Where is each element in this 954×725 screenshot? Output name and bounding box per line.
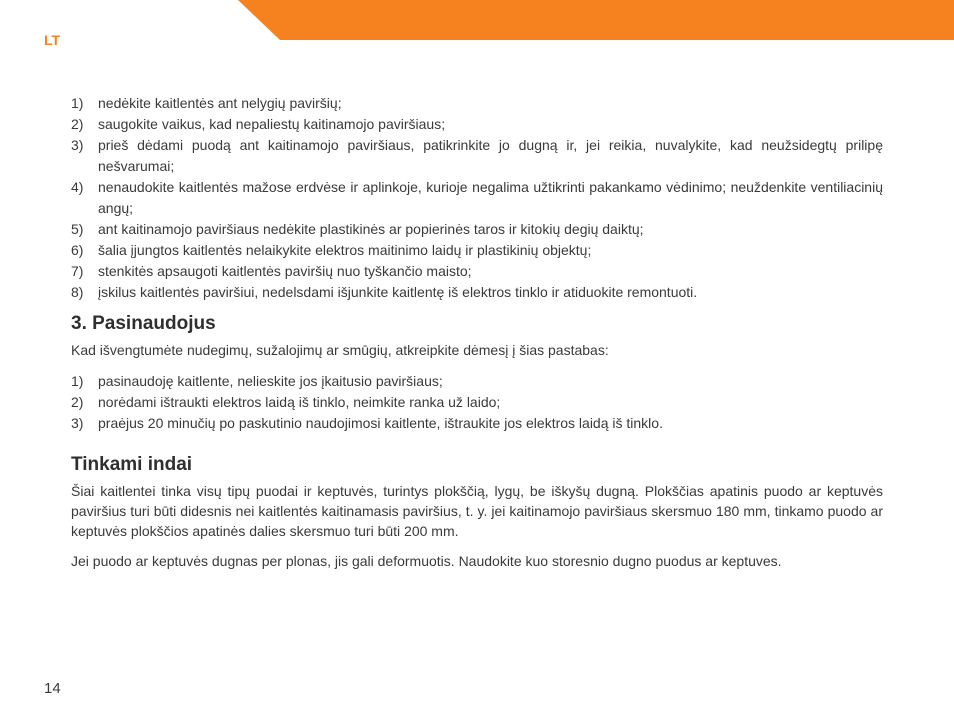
list-item-text: saugokite vaikus, kad nepaliestų kaitinamojo paviršiaus; xyxy=(98,116,446,132)
section-intro-text: Kad išvengtumėte nudegimų, sužalojimų ar smūgių, atkreipkite dėmesį į šias pastabas: xyxy=(71,342,609,358)
document-body xyxy=(71,93,883,571)
list-item xyxy=(71,261,883,282)
list-item xyxy=(71,240,883,261)
list-item-text: nenaudokite kaitlentės mažose erdvėse ir aplinkoje, kurioje negalima užtikrinti pakankamo vėdinimo; neuždenkite ventiliacinių angų; xyxy=(98,179,883,216)
list-item xyxy=(71,282,883,303)
cookware-paragraph: Šiai kaitlentei tinka visų tipų puodai ir keptuvės, turintys plokščią, lygų, be iškyšų dugną. Plokščias apatinis puodo ar keptuvės paviršius turi būti didesnis nei kaitlentės kaitinamasis paviršius, t. y. jei kaitinamojo paviršiaus skersmuo 180 mm, tinkamo puodo ar keptuvės plokščios apatinės dalies skersmuo turi būti 200 mm. xyxy=(71,483,883,539)
safety-rules-list xyxy=(71,93,883,303)
list-item xyxy=(71,371,883,392)
list-item-text: šalia įjungtos kaitlentės nelaikykite elektros maitinimo laidų ir plastikinių objektų; xyxy=(98,242,592,258)
list-item-number: 2) xyxy=(71,116,84,132)
list-item-text: norėdami ištraukti elektros laidą iš tinklo, neimkite ranka už laido; xyxy=(98,394,501,410)
header-banner xyxy=(0,0,954,42)
list-item-text: stenkitės apsaugoti kaitlentės paviršių nuo tyškančio maisto; xyxy=(98,263,472,279)
list-item-number: 4) xyxy=(71,179,84,195)
list-item xyxy=(71,219,883,240)
list-item-number: 1) xyxy=(71,95,84,111)
page-number: 14 xyxy=(44,680,61,697)
orange-banner-shape xyxy=(238,0,954,40)
list-item-number: 3) xyxy=(71,415,84,431)
list-item-text: pasinaudoję kaitlente, nelieskite jos įkaitusio paviršiaus; xyxy=(98,373,443,389)
list-item xyxy=(71,177,883,219)
list-item-number: 3) xyxy=(71,137,84,153)
list-item-text: prieš dėdami puodą ant kaitinamojo paviršiaus, patikrinkite jo dugną ir, jei reikia, nuvalykite, kad neužsidegtų prilipę nešvarumai; xyxy=(98,137,883,174)
list-item-number: 1) xyxy=(71,373,84,389)
list-item-number: 7) xyxy=(71,263,84,279)
list-item-number: 5) xyxy=(71,221,84,237)
list-item-text: praėjus 20 minučių po paskutinio naudojimosi kaitlente, ištraukite jos elektros laidą iš tinklo. xyxy=(98,415,663,431)
list-item xyxy=(71,392,883,413)
after-use-rules-list xyxy=(71,371,883,434)
list-item-text: nedėkite kaitlentės ant nelygių paviršių; xyxy=(98,95,342,111)
section-heading-after-use: 3. Pasinaudojus xyxy=(71,313,216,334)
list-item-text: ant kaitinamojo paviršiaus nedėkite plastikinės ar popierinės taros ir kitokių degių daiktų; xyxy=(98,221,644,237)
list-item xyxy=(71,413,883,434)
list-item-number: 2) xyxy=(71,394,84,410)
list-item xyxy=(71,114,883,135)
list-item-number: 8) xyxy=(71,284,84,300)
list-item xyxy=(71,135,883,177)
list-item xyxy=(71,93,883,114)
language-label: LT xyxy=(44,32,61,48)
list-item-number: 6) xyxy=(71,242,84,258)
cookware-note-paragraph: Jei puodo ar keptuvės dugnas per plonas, jis gali deformuotis. Naudokite kuo storesnio dugno puodus ar keptuves. xyxy=(71,553,782,569)
list-item-text: įskilus kaitlentės paviršiui, nedelsdami išjunkite kaitlentę iš elektros tinklo ir atiduokite remontuoti. xyxy=(98,284,698,300)
section-heading-cookware: Tinkami indai xyxy=(71,454,193,475)
